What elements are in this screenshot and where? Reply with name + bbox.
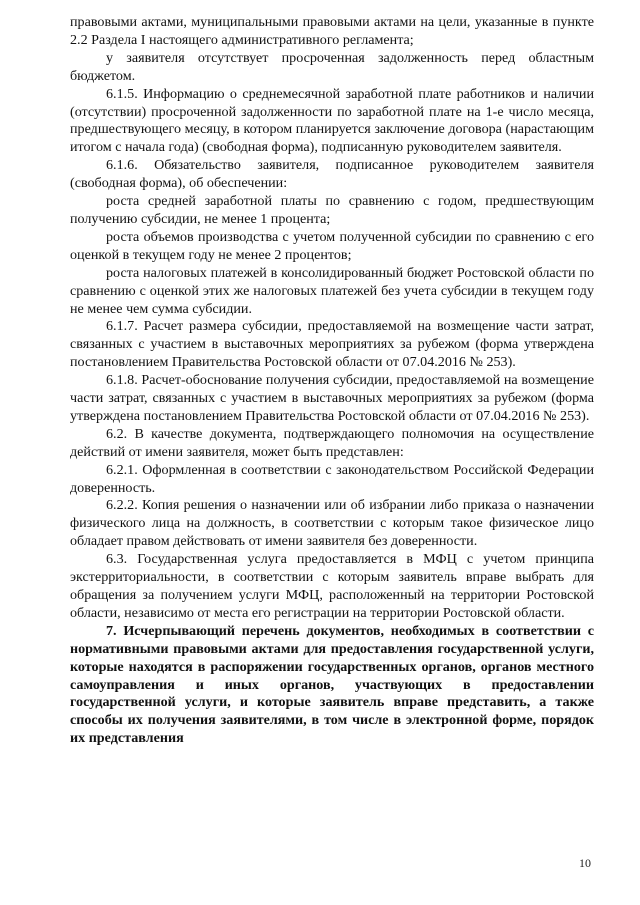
page-number: 10 — [579, 856, 591, 870]
paragraph-tax-growth: роста налоговых платежей в консолидированный бюджет Ростовской области по сравнению с оценкой этих же налоговых платежей без учета субсидии в текущем году не менее чем сумма субсидии. — [70, 264, 594, 317]
section-7-heading: 7. Исчерпывающий перечень документов, необходимых в соответствии с нормативными правовыми актами для предоставления государственной услуги, которые находятся в распоряжении государственных органов, органов местного самоуправления и иных органов, участвующих в предоставлении государственной услуги, и которые заявитель вправе представить, а также способы их получения заявителями, в том числе в электронной форме, порядок их представления — [70, 622, 594, 747]
paragraph-production-growth: роста объемов производства с учетом полученной субсидии по сравнению с его оценкой в текущем году не менее 2 процентов; — [70, 228, 594, 263]
paragraph-6-1-7: 6.1.7. Расчет размера субсидии, предоставляемой на возмещение части затрат, связанных с участием в выставочных мероприятиях за рубежом (форма утверждена постановлением Правительства Ростовской области от 07.04.2016 № 253). — [70, 318, 594, 371]
paragraph-6-1-8: 6.1.8. Расчет-обоснование получения субсидии, предоставляемой на возмещение части затрат, связанных с участием в выставочных мероприятиях за рубежом (форма утверждена постановлением Правительства Ростовской области от 07.04.2016 № 253). — [70, 372, 594, 424]
paragraph-6-2-2: 6.2.2. Копия решения о назначении или об избрании либо приказа о назначении физического лица на должность, в соответствии с которым такое физическое лицо обладает правом действовать от имени заявителя без доверенности. — [70, 497, 594, 550]
paragraph-6-1-6: 6.1.6. Обязательство заявителя, подписанное руководителем заявителя (свободная форма), об обеспечении: — [70, 157, 594, 192]
document-page — [70, 14, 594, 748]
paragraph-6-3: 6.3. Государственная услуга предоставляется в МФЦ с учетом принципа экстерриториальности, в соответствии с которым заявитель вправе выбрать для обращения за получением услуги МФЦ, расположенный на территории Ростовской области, независимо от места его регистрации на территории Ростовской области. — [70, 551, 594, 621]
paragraph-no-debt: у заявителя отсутствует просроченная задолженность перед областным бюджетом. — [70, 49, 594, 84]
paragraph-6-1-5: 6.1.5. Информацию о среднемесячной заработной плате работников и наличии (отсутствии) просроченной задолженности по заработной плате на 1-е число месяца, предшествующего месяцу, в котором планируется заключение договора (нарастающим итогом с начала года) (свободная форма), подписанную руководителем заявителя. — [70, 85, 594, 156]
paragraph-continuation: правовыми актами, муниципальными правовыми актами на цели, указанные в пункте 2.2 Раздела I настоящего административного регламента; — [70, 14, 594, 48]
paragraph-salary-growth: роста средней заработной платы по сравнению с годом, предшествующим получению субсидии, не менее 1 процента; — [70, 193, 594, 227]
paragraph-6-2-1: 6.2.1. Оформленная в соответствии с законодательством Российской Федерации доверенность. — [70, 461, 594, 496]
paragraph-6-2: 6.2. В качестве документа, подтверждающего полномочия на осуществление действий от имени заявителя, может быть представлен: — [70, 425, 594, 460]
